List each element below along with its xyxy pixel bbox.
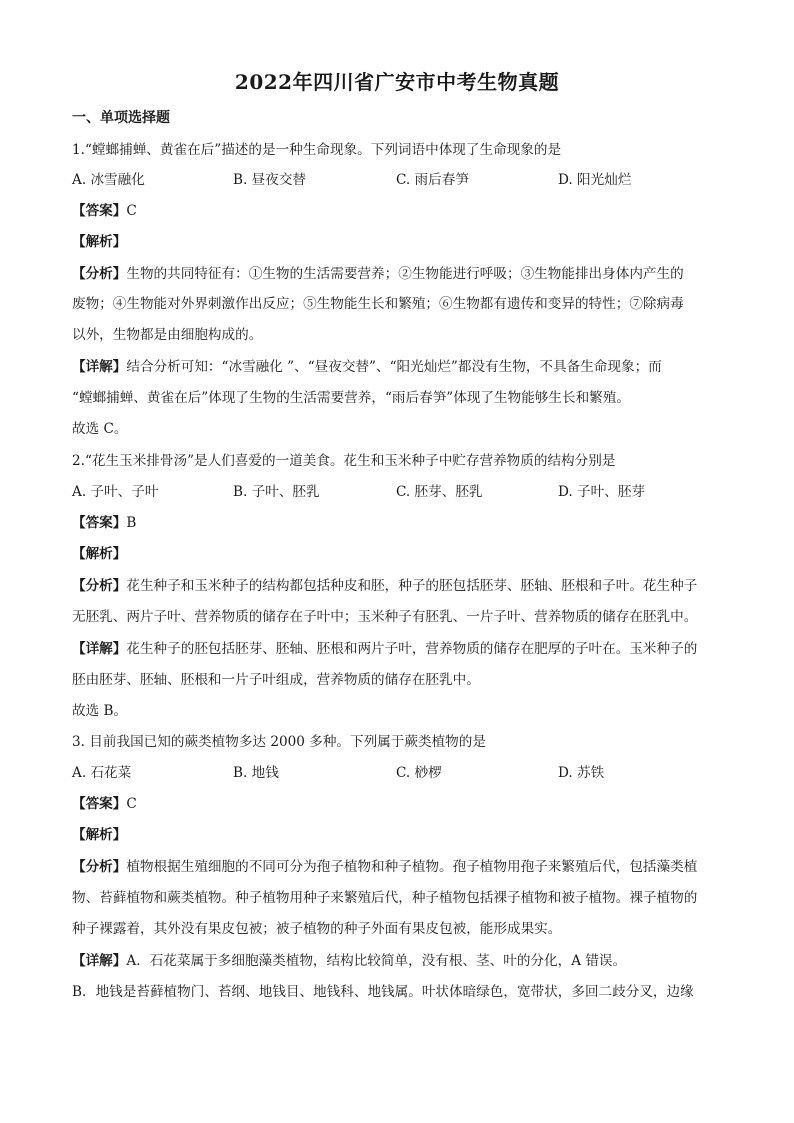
q3-analysis-line-3: 种子裸露着，其外没有果皮包被；被子植物的种子外面有果皮包被，能形成果实。 xyxy=(72,921,562,937)
answer-value: B xyxy=(126,515,137,531)
q2-option-c: C. 胚芽、胚乳 xyxy=(396,484,483,500)
q3-detail-line-2: B．地钱是苔藓植物门、苔纲、地钱目、地钱科、地钱属。叶状体暗绿色，宽带状，多回二歧分叉，边缘 xyxy=(72,984,694,1000)
detail-text: A．石花菜属于多细胞藻类植物，结构比较简单，没有根、茎、叶的分化，A 错误。 xyxy=(126,953,627,969)
q2-jiexi-tag: 【解析】 xyxy=(72,546,127,562)
q1-conclusion: 故选 C。 xyxy=(72,421,128,437)
q2-option-a: A. 子叶、子叶 xyxy=(72,484,159,500)
analysis-tag: 【分析】 xyxy=(72,578,127,594)
q1-jiexi-tag: 【解析】 xyxy=(72,234,127,250)
q1-option-d: D. 阳光灿烂 xyxy=(558,172,632,188)
detail-text: 花生种子的胚包括胚芽、胚轴、胚根和两片子叶，营养物质的储存在肥厚的子叶在。玉米种子的 xyxy=(126,641,698,657)
q2-detail-line-2: 胚由胚芽、胚轴、胚根和一片子叶组成，营养物质的储存在胚乳中。 xyxy=(72,672,480,688)
q3-answer xyxy=(72,794,137,814)
q1-option-c: C. 雨后春笋 xyxy=(396,172,469,188)
q1-answer xyxy=(72,201,137,221)
q3-option-c: C. 桫椤 xyxy=(396,765,442,781)
q3-jiexi-tag: 【解析】 xyxy=(72,827,127,843)
q1-analysis-line-2: 废物；④生物能对外界刺激作出反应；⑤生物能生长和繁殖；⑥生物都有遗传和变异的特性；⑦除病毒 xyxy=(72,296,684,312)
q1-analysis-line-3: 以外，生物都是由细胞构成的。 xyxy=(72,327,263,343)
q2-answer xyxy=(72,513,136,533)
q3-stem: 3. 目前我国已知的蕨类植物多达 2000 多种。下列属于蕨类植物的是 xyxy=(72,734,486,750)
q2-option-d: D. 子叶、胚芽 xyxy=(558,484,646,500)
q1-detail-line-1 xyxy=(72,357,662,377)
q1-detail-line-2: “螳螂捕蝉、黄雀在后”体现了生物的生活需要营养，“雨后春笋”体现了生物能够生长和繁殖。 xyxy=(72,390,630,406)
q3-option-d: D. 苏铁 xyxy=(558,765,605,781)
detail-text: 结合分析可知：“冰雪融化 ”、“昼夜交替”、“阳光灿烂”都没有生物，不具备生命现象；而 xyxy=(126,359,662,375)
q2-stem: 2.“花生玉米排骨汤”是人们喜爱的一道美食。花生和玉米种子中贮存营养物质的结构分别是 xyxy=(72,453,616,469)
analysis-tag: 【分析】 xyxy=(72,266,127,282)
q2-detail-line-1 xyxy=(72,639,697,659)
q3-detail-line-1 xyxy=(72,951,626,971)
section-heading: 一、单项选择题 xyxy=(72,110,170,126)
analysis-text: 生物的共同特征有：①生物的生活需要营养；②生物能进行呼吸；③生物能排出身体内产生的 xyxy=(126,266,684,282)
q3-option-a: A. 石花菜 xyxy=(72,765,132,781)
q1-analysis-line-1 xyxy=(72,264,684,284)
answer-tag: 【答案】 xyxy=(72,796,127,812)
detail-tag: 【详解】 xyxy=(72,953,127,969)
q2-analysis-line-2: 无胚乳、两片子叶、营养物质的储存在子叶中；玉米种子有胚乳、一片子叶、营养物质的储存在胚乳中。 xyxy=(72,609,698,625)
q3-option-b: B. 地钱 xyxy=(233,765,279,781)
q2-option-b: B. 子叶、胚乳 xyxy=(233,484,320,500)
q3-analysis-line-1 xyxy=(72,857,697,877)
analysis-text: 花生种子和玉米种子的结构都包括种皮和胚，种子的胚包括胚芽、胚轴、胚根和子叶。花生种子 xyxy=(126,578,698,594)
q2-analysis-line-1 xyxy=(72,576,697,596)
answer-tag: 【答案】 xyxy=(72,203,127,219)
q1-stem: 1.“螳螂捕蝉、黄雀在后”描述的是一种生命现象。下列词语中体现了生命现象的是 xyxy=(72,142,562,158)
q1-option-a: A. 冰雪融化 xyxy=(72,172,145,188)
q2-conclusion: 故选 B。 xyxy=(72,703,128,719)
page-title: 2022年四川省广安市中考生物真题 xyxy=(234,70,560,94)
answer-value: C xyxy=(126,203,137,219)
detail-tag: 【详解】 xyxy=(72,641,127,657)
detail-tag: 【详解】 xyxy=(72,359,127,375)
analysis-text: 植物根据生殖细胞的不同可分为孢子植物和种子植物。孢子植物用孢子来繁殖后代，包括藻类植 xyxy=(126,859,698,875)
q1-option-b: B. 昼夜交替 xyxy=(233,172,307,188)
q3-analysis-line-2: 物、苔藓植物和蕨类植物。种子植物用种子来繁殖后代，种子植物包括裸子植物和被子植物。裸子植物的 xyxy=(72,890,698,906)
answer-value: C xyxy=(126,796,137,812)
answer-tag: 【答案】 xyxy=(72,515,127,531)
analysis-tag: 【分析】 xyxy=(72,859,127,875)
